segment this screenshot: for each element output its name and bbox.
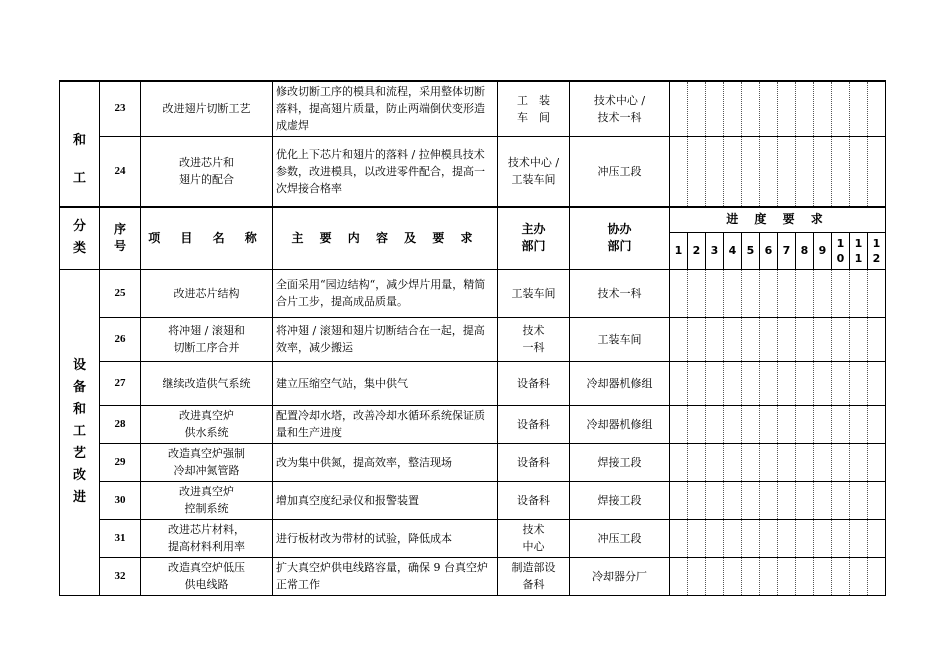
progress-cell [850,557,868,595]
row-number: 26 [100,317,141,361]
progress-cell [814,269,832,317]
progress-cell [814,519,832,557]
progress-cell [832,405,850,443]
project-name [141,361,273,405]
month-header [670,232,688,269]
progress-cell [814,361,832,405]
progress-cell [760,405,778,443]
host-dept-line: 车 间 [517,110,550,124]
month-digit: 0 [836,251,845,265]
progress-cell [670,405,688,443]
progress-cell [778,317,796,361]
assist-dept [570,443,670,481]
progress-cell [706,443,724,481]
host-dept [498,269,570,317]
progress-cell [760,81,778,136]
table-row [60,443,886,481]
header-category-char: 分 [72,219,86,235]
assist-dept-line: 工装车间 [597,332,642,346]
progress-cell [706,405,724,443]
progress-cell [778,443,796,481]
progress-cell [814,405,832,443]
progress-cell [778,405,796,443]
host-dept [498,405,570,443]
progress-cell [670,481,688,519]
month-header [706,232,724,269]
progress-cell [706,361,724,405]
month-digit: 9 [818,244,827,257]
table-row [60,81,886,136]
top-table-body [60,81,886,206]
table-row [60,405,886,443]
host-dept [498,557,570,595]
progress-cell [742,519,760,557]
host-dept [498,519,570,557]
month-header [850,232,868,269]
progress-cell [742,481,760,519]
header-host-line: 主办 [521,222,546,237]
progress-cell [796,481,814,519]
assist-dept-line: 冷却器机修组 [586,376,653,390]
category-char: 和 [72,132,86,148]
progress-cell [850,136,868,206]
table-row [60,481,886,519]
progress-cell [850,361,868,405]
progress-cell [778,136,796,206]
progress-cell [796,81,814,136]
host-dept-line: 工装车间 [511,173,556,186]
progress-cell [796,443,814,481]
progress-cell [688,269,706,317]
header-assist-line: 协办 [607,222,632,237]
row-number: 32 [100,557,141,595]
progress-cell [670,361,688,405]
main-content: 建立压缩空气站，集中供气 [273,361,498,405]
category-char: 设 [72,358,86,373]
assist-dept [570,136,670,206]
progress-cell [670,519,688,557]
row-number: 27 [100,361,141,405]
progress-cell [742,81,760,136]
progress-cell [724,405,742,443]
host-dept-line: 一科 [522,341,545,354]
assist-dept-line: 技术一科 [597,286,642,300]
project-name-line: 供水系统 [184,426,229,439]
category-char: 工 [72,424,86,439]
category-char: 艺 [72,446,86,461]
progress-cell [706,136,724,206]
progress-cell [832,443,850,481]
project-name-line: 改造真空炉低压 [168,561,245,574]
project-name-line: 改进真空炉 [179,485,234,498]
progress-cell [688,317,706,361]
header-progress: 进 度 要 求 [670,207,886,232]
host-dept-line: 工 装 [517,93,550,107]
assist-dept-line: 冲压工段 [597,164,642,178]
progress-cell [796,317,814,361]
row-number: 23 [100,81,141,136]
progress-cell [832,557,850,595]
assist-dept-line: 冲压工段 [597,531,642,545]
month-digit: 1 [872,236,881,250]
table-row [60,361,886,405]
assist-dept [570,519,670,557]
host-dept-line: 设备科 [517,455,550,469]
assist-dept [570,361,670,405]
progress-cell [850,443,868,481]
assist-dept [570,269,670,317]
progress-cell [724,557,742,595]
progress-cell [742,557,760,595]
header-main-content: 主 要 内 容 及 要 求 [273,207,498,269]
progress-cell [814,481,832,519]
top-section-category [60,81,100,206]
header-project-name: 项 目 名 称 [141,207,273,269]
month-digit: 6 [764,244,773,257]
project-name-line: 将冲翅 / 滚翅和 [168,324,245,337]
progress-cell [832,136,850,206]
month-digit: 2 [872,251,881,265]
progress-cell [850,269,868,317]
project-name [141,269,273,317]
progress-cell [832,481,850,519]
assist-dept-line: 技术一科 [597,110,642,124]
host-dept [498,443,570,481]
progress-cell [670,317,688,361]
project-name-line: 改造真空炉强制 [168,447,245,460]
month-digit: 1 [854,236,863,250]
month-digit: 1 [674,244,683,257]
month-header [760,232,778,269]
progress-cell [778,481,796,519]
project-name [141,557,273,595]
project-name-line: 供电线路 [184,578,229,591]
month-digit: 4 [728,244,737,257]
progress-cell [868,269,886,317]
host-dept-line: 备科 [522,578,545,591]
progress-cell [778,557,796,595]
month-header [724,232,742,269]
progress-cell [850,81,868,136]
assist-dept [570,481,670,519]
progress-cell [706,81,724,136]
month-digit: 7 [782,244,791,257]
progress-cell [670,269,688,317]
main-table [59,206,886,596]
progress-cell [760,269,778,317]
table-row [60,136,886,206]
project-name-line: 改进芯片和 [179,156,234,169]
month-digit: 1 [836,236,845,250]
progress-cell [868,557,886,595]
host-dept-line: 设备科 [517,376,550,390]
project-name-line: 改进芯片结构 [173,286,240,300]
project-name [141,519,273,557]
progress-cell [688,81,706,136]
progress-cell [706,557,724,595]
header-category-char: 类 [72,241,86,257]
main-content: 配置冷却水塔，改善冷却水循环系统保证质量和生产进度 [273,405,498,443]
project-name [141,481,273,519]
progress-cell [706,269,724,317]
progress-cell [868,136,886,206]
month-header [832,232,850,269]
month-digit: 3 [710,244,719,257]
host-dept-line: 制造部设 [511,561,556,574]
main-content: 优化上下芯片和翅片的落料 / 拉伸模具技术参数，改进模具，以改进零件配合，提高一次焊接合格率 [273,136,498,206]
header-assist-line: 部门 [607,239,632,254]
progress-cell [760,443,778,481]
project-name [141,81,273,136]
main-content: 将冲翅 / 滚翅和翅片切断结合在一起，提高效率，减少搬运 [273,317,498,361]
progress-cell [724,519,742,557]
assist-dept-line: 冷却器分厂 [592,569,647,583]
host-dept-line: 技术 [522,523,545,536]
progress-cell [796,405,814,443]
progress-cell [832,361,850,405]
progress-cell [724,269,742,317]
project-name-line: 切断工序合并 [173,341,240,354]
progress-cell [760,317,778,361]
host-dept-line: 技术 [522,324,545,337]
assist-dept-line: 技术中心 / [593,93,646,107]
progress-cell [760,481,778,519]
header-assist-dept [570,207,670,269]
table-row [60,269,886,317]
project-name [141,317,273,361]
progress-cell [814,557,832,595]
progress-cell [742,317,760,361]
progress-cell [706,519,724,557]
main-content: 修改切断工序的模具和流程，采用整体切断落料，提高翅片质量，防止两端倒伏变形造成虚焊 [273,81,498,136]
progress-cell [832,269,850,317]
table-row [60,519,886,557]
main-content: 增加真空度纪录仪和报警装置 [273,481,498,519]
progress-cell [670,557,688,595]
progress-cell [868,519,886,557]
top-table [59,80,886,207]
project-name-line: 继续改造供气系统 [162,376,251,390]
progress-cell [814,81,832,136]
row-number: 25 [100,269,141,317]
month-header [868,232,886,269]
header-host-line: 部门 [521,239,546,254]
progress-cell [868,317,886,361]
progress-cell [688,481,706,519]
progress-cell [688,557,706,595]
progress-cell [688,361,706,405]
main-content: 改为集中供氮，提高效率，整洁现场 [273,443,498,481]
progress-cell [742,136,760,206]
progress-cell [688,443,706,481]
project-name [141,443,273,481]
header-category [60,207,100,269]
row-number: 28 [100,405,141,443]
month-header [778,232,796,269]
equipment-section-category [60,269,100,595]
progress-cell [850,405,868,443]
progress-cell [796,361,814,405]
project-name-line: 改进真空炉 [179,409,234,422]
host-dept-line: 设备科 [517,417,550,431]
host-dept [498,136,570,206]
table-row [60,317,886,361]
progress-cell [814,443,832,481]
month-digit: 5 [746,244,755,257]
progress-cell [832,81,850,136]
header-number-char: 序 [113,222,126,237]
assist-dept-line: 冷却器机修组 [586,417,653,431]
progress-cell [832,519,850,557]
category-char: 工 [72,170,86,186]
progress-cell [796,269,814,317]
progress-cell [814,136,832,206]
progress-cell [868,443,886,481]
progress-cell [724,317,742,361]
progress-cell [868,405,886,443]
progress-cell [706,481,724,519]
progress-cell [670,443,688,481]
row-number: 31 [100,519,141,557]
progress-cell [778,361,796,405]
host-dept [498,361,570,405]
progress-cell [796,519,814,557]
progress-cell [742,443,760,481]
project-name-line: 冷却冲氮管路 [173,464,240,477]
progress-cell [868,361,886,405]
assist-dept [570,317,670,361]
header-number [100,207,141,269]
table-row [60,557,886,595]
category-char: 备 [72,380,86,395]
main-content: 扩大真空炉供电线路容量，确保 9 台真空炉正常工作 [273,557,498,595]
assist-dept [570,557,670,595]
progress-cell [796,136,814,206]
header-number-char: 号 [113,239,126,254]
month-digit: 2 [692,244,701,257]
progress-cell [850,481,868,519]
header-host-dept [498,207,570,269]
progress-cell [706,317,724,361]
assist-dept [570,81,670,136]
progress-cell [742,405,760,443]
month-header [688,232,706,269]
progress-cell [742,361,760,405]
project-name-line: 改进翅片切断工艺 [162,102,251,116]
host-dept-line: 工装车间 [511,286,556,300]
row-number: 30 [100,481,141,519]
assist-dept [570,405,670,443]
progress-cell [760,519,778,557]
row-number: 24 [100,136,141,206]
progress-cell [850,519,868,557]
project-name-line: 提高材料利用率 [168,540,245,553]
project-name [141,136,273,206]
host-dept [498,481,570,519]
progress-cell [724,481,742,519]
month-digit: 8 [800,244,809,257]
row-number: 29 [100,443,141,481]
progress-cell [724,136,742,206]
progress-cell [778,81,796,136]
progress-cell [868,481,886,519]
progress-cell [814,317,832,361]
progress-cell [724,81,742,136]
progress-cell [778,269,796,317]
progress-cell [670,81,688,136]
month-header [742,232,760,269]
assist-dept-line: 焊接工段 [597,493,642,507]
host-dept [498,317,570,361]
progress-cell [724,443,742,481]
progress-cell [760,136,778,206]
host-dept-line: 技术中心 / [507,156,560,169]
category-char: 和 [72,402,86,417]
project-name-line: 翅片的配合 [179,173,234,186]
progress-cell [850,317,868,361]
host-dept-line: 设备科 [517,493,550,507]
progress-cell [724,361,742,405]
progress-cell [688,519,706,557]
header-row-1 [60,207,886,232]
host-dept [498,81,570,136]
main-content: 进行板材改为带材的试验，降低成本 [273,519,498,557]
progress-cell [688,405,706,443]
progress-cell [742,269,760,317]
main-table-body [60,269,886,595]
project-name [141,405,273,443]
month-header [814,232,832,269]
progress-cell [778,519,796,557]
project-name-line: 控制系统 [184,502,229,515]
main-content: 全面采用“园边结构“，减少焊片用量，精简合片工步，提高成品质量。 [273,269,498,317]
progress-cell [832,317,850,361]
project-name-line: 改进芯片材料， [168,523,245,536]
progress-cell [760,361,778,405]
month-header [796,232,814,269]
category-char: 进 [72,490,86,505]
month-digit: 1 [854,251,863,265]
progress-cell [688,136,706,206]
progress-cell [760,557,778,595]
host-dept-line: 中心 [522,540,545,553]
progress-cell [868,81,886,136]
category-char: 改 [72,468,86,483]
progress-cell [670,136,688,206]
progress-cell [796,557,814,595]
assist-dept-line: 焊接工段 [597,455,642,469]
